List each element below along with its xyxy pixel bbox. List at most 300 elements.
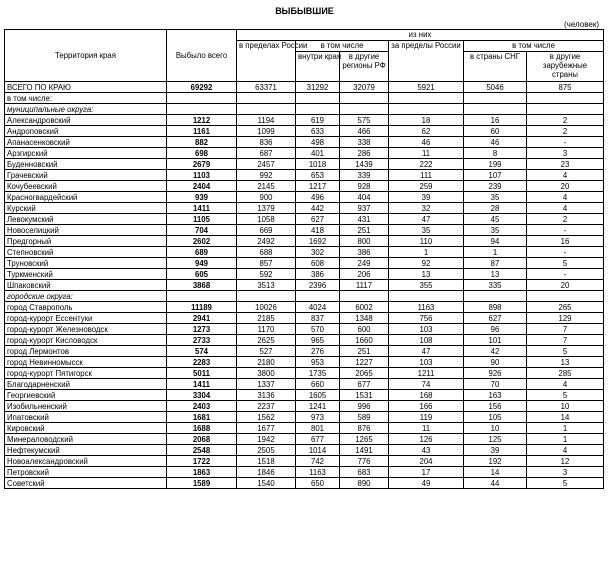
header-inside-region: внутри края [296,52,340,82]
cell-territory: город Лермонтов [5,346,167,357]
header-cis: в страны СНГ [464,52,527,82]
cell-value: 1 [527,423,604,434]
cell-value: 1660 [340,335,389,346]
cell-value: 96 [464,324,527,335]
cell-value: 206 [340,269,389,280]
migration-table [4,29,604,489]
cell-value: 2505 [237,445,296,456]
cell-value: 2065 [340,368,389,379]
cell-value: 2068 [167,434,237,445]
cell-territory: город Невинномысск [5,357,167,368]
cell-value: 1018 [296,159,340,170]
cell-value: 107 [464,170,527,181]
cell-value: 46 [389,137,464,148]
cell-value: 589 [340,412,389,423]
empty-cell [296,93,340,104]
cell-value: 939 [167,192,237,203]
cell-value: 13 [464,269,527,280]
cell-value: 1337 [237,379,296,390]
cell-value: 698 [167,148,237,159]
cell-value: 12 [527,456,604,467]
table-row [5,115,604,126]
cell-value: 1735 [296,368,340,379]
cell-territory: Кочубеевский [5,181,167,192]
cell-territory: ВСЕГО ПО КРАЮ [5,82,167,93]
cell-value: 4 [527,170,604,181]
cell-value: 101 [464,335,527,346]
cell-value: 249 [340,258,389,269]
cell-value: 669 [237,225,296,236]
cell-value: 627 [296,214,340,225]
cell-value: 110 [389,236,464,247]
cell-value: 92 [389,258,464,269]
empty-cell [389,291,464,302]
empty-cell [464,291,527,302]
cell-value: 8 [464,148,527,159]
cell-value: 442 [296,203,340,214]
cell-value: 683 [340,467,389,478]
cell-value: 650 [296,478,340,489]
unit-label: (человек) [564,20,599,29]
cell-territory: Нефтекумский [5,445,167,456]
cell-value: 965 [296,335,340,346]
cell-territory: Новоалександровский [5,456,167,467]
cell-value: 45 [464,214,527,225]
header-foreign: в другие зарубежные страны [527,52,604,82]
cell-value: 836 [237,137,296,148]
cell-value: 10026 [237,302,296,313]
cell-value: 74 [389,379,464,390]
cell-value: 1692 [296,236,340,247]
cell-value: 574 [167,346,237,357]
cell-value: 2396 [296,280,340,291]
cell-value: 2403 [167,401,237,412]
cell-value: 16 [464,115,527,126]
table-row [5,247,604,258]
cell-value: 1161 [167,126,237,137]
cell-value: 386 [340,247,389,258]
cell-value: 35 [464,225,527,236]
cell-value: 31292 [296,82,340,93]
cell-value: 605 [167,269,237,280]
cell-value: 570 [296,324,340,335]
cell-value: 20 [527,181,604,192]
section-label: муниципальные округа: [5,104,167,115]
cell-value: 1681 [167,412,237,423]
cell-value: 496 [296,192,340,203]
cell-value: 47 [389,214,464,225]
cell-territory: Александровский [5,115,167,126]
cell-value: 756 [389,313,464,324]
cell-value: 129 [527,313,604,324]
cell-value: 28 [464,203,527,214]
cell-value: - [527,247,604,258]
cell-value: 20 [527,280,604,291]
cell-value: 4 [527,203,604,214]
cell-territory: Петровский [5,467,167,478]
cell-value: 1688 [167,423,237,434]
cell-value: 2548 [167,445,237,456]
cell-value: 592 [237,269,296,280]
cell-value: 63371 [237,82,296,93]
cell-territory: город-курорт Пятигорск [5,368,167,379]
cell-value: 126 [389,434,464,445]
header-total: Выбыло всего [167,30,237,82]
cell-value: 2492 [237,236,296,247]
cell-value: 1227 [340,357,389,368]
cell-value: 386 [296,269,340,280]
cell-value: 204 [389,456,464,467]
cell-territory: Ипатовский [5,412,167,423]
cell-value: 3 [527,148,604,159]
cell-territory: Красногвардейский [5,192,167,203]
cell-value: 4 [527,192,604,203]
cell-value: 857 [237,258,296,269]
table-row [5,192,604,203]
table-row [5,346,604,357]
header-within-russia: в пределах России [237,41,296,82]
cell-value: - [527,225,604,236]
cell-value: 2679 [167,159,237,170]
cell-value: 70 [464,379,527,390]
cell-territory: Минераловодский [5,434,167,445]
cell-value: 276 [296,346,340,357]
cell-value: 49 [389,478,464,489]
cell-value: 1677 [237,423,296,434]
table-row [5,379,604,390]
cell-value: 687 [237,148,296,159]
cell-value: 32 [389,203,464,214]
cell-value: - [527,269,604,280]
cell-value: 1348 [340,313,389,324]
empty-cell [167,93,237,104]
cell-value: 168 [389,390,464,401]
cell-value: 875 [527,82,604,93]
cell-value: 5 [527,346,604,357]
cell-value: 837 [296,313,340,324]
table-row [5,467,604,478]
cell-value: 13 [389,269,464,280]
table-row [5,401,604,412]
cell-value: 5011 [167,368,237,379]
cell-value: 69292 [167,82,237,93]
table-row [5,170,604,181]
cell-value: 1058 [237,214,296,225]
cell-value: 4 [527,379,604,390]
cell-territory: Левокумский [5,214,167,225]
cell-value: 900 [237,192,296,203]
cell-value: 1265 [340,434,389,445]
cell-value: 2625 [237,335,296,346]
cell-value: 401 [296,148,340,159]
cell-value: 2941 [167,313,237,324]
table-row [5,390,604,401]
cell-value: 44 [464,478,527,489]
cell-value: 1014 [296,445,340,456]
header-including-2: в том числе [464,41,604,52]
cell-value: 3136 [237,390,296,401]
cell-value: 653 [296,170,340,181]
cell-value: 11 [389,423,464,434]
cell-value: 2 [527,126,604,137]
table-row [5,269,604,280]
cell-value: 928 [340,181,389,192]
cell-value: 265 [527,302,604,313]
cell-value: 60 [464,126,527,137]
cell-value: 7 [527,324,604,335]
cell-value: 801 [296,423,340,434]
table-row [5,137,604,148]
cell-value: 166 [389,401,464,412]
cell-value: 742 [296,456,340,467]
empty-cell [296,104,340,115]
cell-value: 1439 [340,159,389,170]
table-row [5,126,604,137]
cell-value: 1562 [237,412,296,423]
empty-cell [167,291,237,302]
header-outside-russia: за пределы России [389,41,464,82]
cell-territory: город Ставрополь [5,302,167,313]
cell-value: 677 [340,379,389,390]
cell-territory: город-курорт Железноводск [5,324,167,335]
cell-value: 949 [167,258,237,269]
cell-value: 619 [296,115,340,126]
cell-value: 2602 [167,236,237,247]
empty-cell [237,93,296,104]
cell-value: 14 [527,412,604,423]
empty-cell [296,291,340,302]
cell-value: 5921 [389,82,464,93]
cell-territory: Арзгирский [5,148,167,159]
cell-territory: Андроповский [5,126,167,137]
cell-territory: город-курорт Кисловодск [5,335,167,346]
table-row [5,434,604,445]
header-other-regions: в другие регионы РФ [340,52,389,82]
cell-value: 16 [527,236,604,247]
empty-cell [237,104,296,115]
cell-value: 1846 [237,467,296,478]
cell-value: 1105 [167,214,237,225]
cell-value: 23 [527,159,604,170]
cell-value: 39 [389,192,464,203]
cell-value: 937 [340,203,389,214]
table-row [5,445,604,456]
cell-value: 1211 [389,368,464,379]
cell-value: 677 [296,434,340,445]
cell-territory: Туркменский [5,269,167,280]
table-row [5,148,604,159]
cell-value: 1540 [237,478,296,489]
cell-value: 251 [340,346,389,357]
empty-cell [237,291,296,302]
table-row [5,203,604,214]
empty-cell [527,104,604,115]
cell-value: 105 [464,412,527,423]
cell-value: 800 [340,236,389,247]
cell-value: 1518 [237,456,296,467]
table-row [5,258,604,269]
cell-territory: город-курорт Ессентуки [5,313,167,324]
cell-value: 1194 [237,115,296,126]
cell-value: 2185 [237,313,296,324]
cell-territory: Степновский [5,247,167,258]
cell-value: 35 [389,225,464,236]
table-row [5,236,604,247]
cell-value: 111 [389,170,464,181]
cell-value: 302 [296,247,340,258]
cell-value: 3868 [167,280,237,291]
cell-value: 1 [464,247,527,258]
table-row [5,181,604,192]
table-row [5,423,604,434]
cell-value: 119 [389,412,464,423]
cell-territory: Советский [5,478,167,489]
cell-value: 39 [464,445,527,456]
cell-value: 953 [296,357,340,368]
cell-value: 926 [464,368,527,379]
table-row [5,368,604,379]
empty-cell [464,93,527,104]
cell-value: 992 [237,170,296,181]
cell-value: 2 [527,214,604,225]
cell-value: 286 [340,148,389,159]
cell-value: 1163 [296,467,340,478]
cell-value: 466 [340,126,389,137]
cell-value: 1273 [167,324,237,335]
empty-cell [340,291,389,302]
cell-value: 103 [389,324,464,335]
cell-value: 355 [389,280,464,291]
cell-value: 6002 [340,302,389,313]
cell-value: 2 [527,115,604,126]
cell-value: 1 [527,434,604,445]
cell-value: 498 [296,137,340,148]
cell-value: 627 [464,313,527,324]
table-row [5,456,604,467]
cell-value: 4 [527,445,604,456]
empty-cell [464,104,527,115]
cell-value: 882 [167,137,237,148]
cell-value: 1589 [167,478,237,489]
cell-value: 600 [340,324,389,335]
section-label: в том числе: [5,93,167,104]
table-row [5,313,604,324]
cell-value: 431 [340,214,389,225]
cell-value: 3304 [167,390,237,401]
cell-territory: Буденновский [5,159,167,170]
cell-value: 1217 [296,181,340,192]
cell-value: 42 [464,346,527,357]
cell-value: 90 [464,357,527,368]
cell-value: 418 [296,225,340,236]
cell-value: 2404 [167,181,237,192]
cell-value: 3 [527,467,604,478]
cell-value: 11189 [167,302,237,313]
cell-value: 338 [340,137,389,148]
cell-value: 7 [527,335,604,346]
cell-value: 5 [527,390,604,401]
cell-territory: Апанасенковский [5,137,167,148]
cell-value: 251 [340,225,389,236]
cell-value: 3513 [237,280,296,291]
cell-value: 285 [527,368,604,379]
cell-value: 2733 [167,335,237,346]
city-section-row [5,291,604,302]
cell-value: 1942 [237,434,296,445]
empty-cell [389,93,464,104]
cell-value: 404 [340,192,389,203]
cell-value: 1491 [340,445,389,456]
table-row [5,159,604,170]
cell-value: 1722 [167,456,237,467]
cell-value: 17 [389,467,464,478]
cell-value: 222 [389,159,464,170]
empty-cell [340,104,389,115]
empty-cell [527,291,604,302]
cell-value: 689 [167,247,237,258]
cell-value: 335 [464,280,527,291]
cell-value: 94 [464,236,527,247]
cell-value: 1103 [167,170,237,181]
cell-territory: Кировский [5,423,167,434]
cell-value: 11 [389,148,464,159]
empty-cell [340,93,389,104]
cell-value: 2283 [167,357,237,368]
including-row [5,93,604,104]
cell-value: 688 [237,247,296,258]
table-title: ВЫБЫВШИЕ [275,6,334,16]
cell-value: 13 [527,357,604,368]
cell-value: 103 [389,357,464,368]
cell-value: 660 [296,379,340,390]
empty-cell [389,104,464,115]
cell-value: 2145 [237,181,296,192]
cell-value: 156 [464,401,527,412]
cell-value: 1117 [340,280,389,291]
cell-value: 2237 [237,401,296,412]
cell-territory: Шпаковский [5,280,167,291]
empty-cell [167,104,237,115]
cell-value: 898 [464,302,527,313]
cell-value: 3800 [237,368,296,379]
cell-value: 163 [464,390,527,401]
cell-territory: Труновский [5,258,167,269]
cell-value: 10 [464,423,527,434]
table-row [5,478,604,489]
cell-value: 10 [527,401,604,412]
cell-value: 192 [464,456,527,467]
cell-value: 46 [464,137,527,148]
table-row [5,324,604,335]
cell-value: 1 [389,247,464,258]
cell-value: 1170 [237,324,296,335]
section-label: городские округа: [5,291,167,302]
cell-value: 2180 [237,357,296,368]
table-row [5,280,604,291]
cell-territory: Георгиевский [5,390,167,401]
cell-value: 87 [464,258,527,269]
table-row [5,302,604,313]
cell-value: - [527,137,604,148]
cell-value: 239 [464,181,527,192]
header-including-1: в том числе [296,41,389,52]
table-row [5,357,604,368]
municipal-section-row [5,104,604,115]
table-row [5,214,604,225]
cell-value: 199 [464,159,527,170]
cell-value: 1099 [237,126,296,137]
cell-value: 1531 [340,390,389,401]
